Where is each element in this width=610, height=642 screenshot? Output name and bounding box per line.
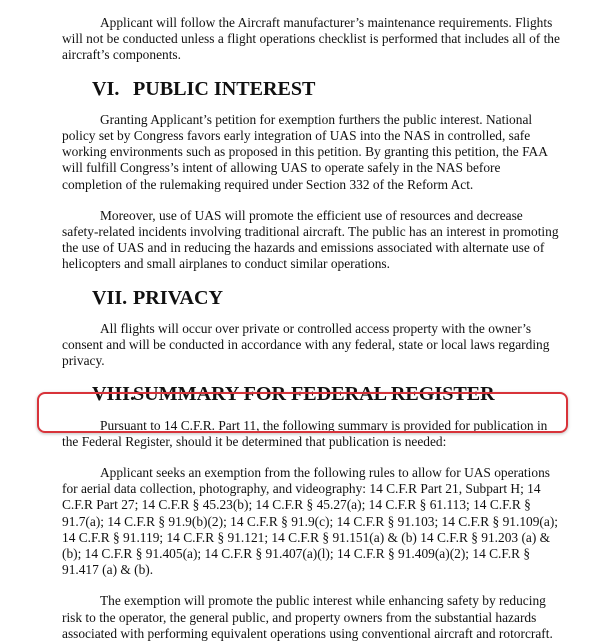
summary-paragraph-intro: Pursuant to 14 C.F.R. Part 11, the following summary is provided for publication in the Federal Register, should it be determined that publication is needed: — [62, 417, 548, 449]
section-number: VIII. — [92, 383, 135, 406]
maintenance-paragraph: Applicant will follow the Aircraft manufacturer’s maintenance requirements. Flights will not be conducted unless a flight operations checklist is performed that includes all of the aircraft’s components. — [62, 15, 560, 63]
section-heading-summary — [62, 383, 562, 406]
section-title: SUMMARY FOR FEDERAL REGISTER — [133, 383, 495, 406]
section-heading-public-interest — [62, 77, 562, 100]
public-interest-paragraph-1: Granting Applicant’s petition for exemption furthers the public interest. National policy set by Congress favors early integration of UAS into the NAS in controlled, safe working environments such as proposed in this petition. By granting this petition, the FAA will fulfill Congress’s intent of allowing UAS to operate safely in the NAS before completion of the rulemaking required under Section 332 of the Reform Act. — [62, 111, 548, 192]
summary-paragraph-public-interest: The exemption will promote the public interest while enhancing safety by reducing risk to the operator, the general public, and property owners from the substantial hazards associated with performing equivalent operations using conventional aircraft and rotorcraft. — [62, 593, 553, 641]
section-title: PUBLIC INTEREST — [133, 77, 316, 100]
section-title: PRIVACY — [133, 286, 223, 309]
document-page — [62, 15, 562, 642]
section-number: VII. — [92, 286, 128, 309]
public-interest-paragraph-2: Moreover, use of UAS will promote the efficient use of resources and decrease safety-related incidents involving traditional aircraft. The public has an interest in promoting the use of UAS and in reducing the hazards and emissions associated with alternate use of helicopters and small airplanes to conduct similar operations. — [62, 207, 559, 272]
section-number: VI. — [92, 77, 120, 100]
section-heading-privacy — [62, 286, 562, 309]
summary-paragraph-rules: Applicant seeks an exemption from the following rules to allow for UAS operations for aerial data collection, photography, and videography: 14 C.F.R Part 21, Subpart H; 14 C.F.R Part 27; 14 C.F.R § 45.23(b); 14 C.F.R § 45.27(a); 14 C.F.R § 61.113; 14 C.F.R § 91.7(a); 14 C.F.R § 91.9(b)(2); 14 C.F.R § 91.9(c); 14 C.F.R § 91.103; 14 C.F.R § 91.109(a); 14 C.F.R § 91.119; 14 C.F.R § 91.121; 14 C.F.R § 91.151(a) & (b) 14 C.F.R § 91.203 (a) & (b); 14 C.F.R § 91.405(a); 14 C.F.R § 91.407(a)(l); 14 C.F.R § 91.409(a)(2); 14 C.F.R § 91.417 (a) & (b). — [62, 465, 558, 578]
privacy-paragraph: All flights will occur over private or controlled access property with the owner’s consent and will be conducted in accordance with any federal, state or local laws regarding privacy. — [62, 320, 550, 369]
